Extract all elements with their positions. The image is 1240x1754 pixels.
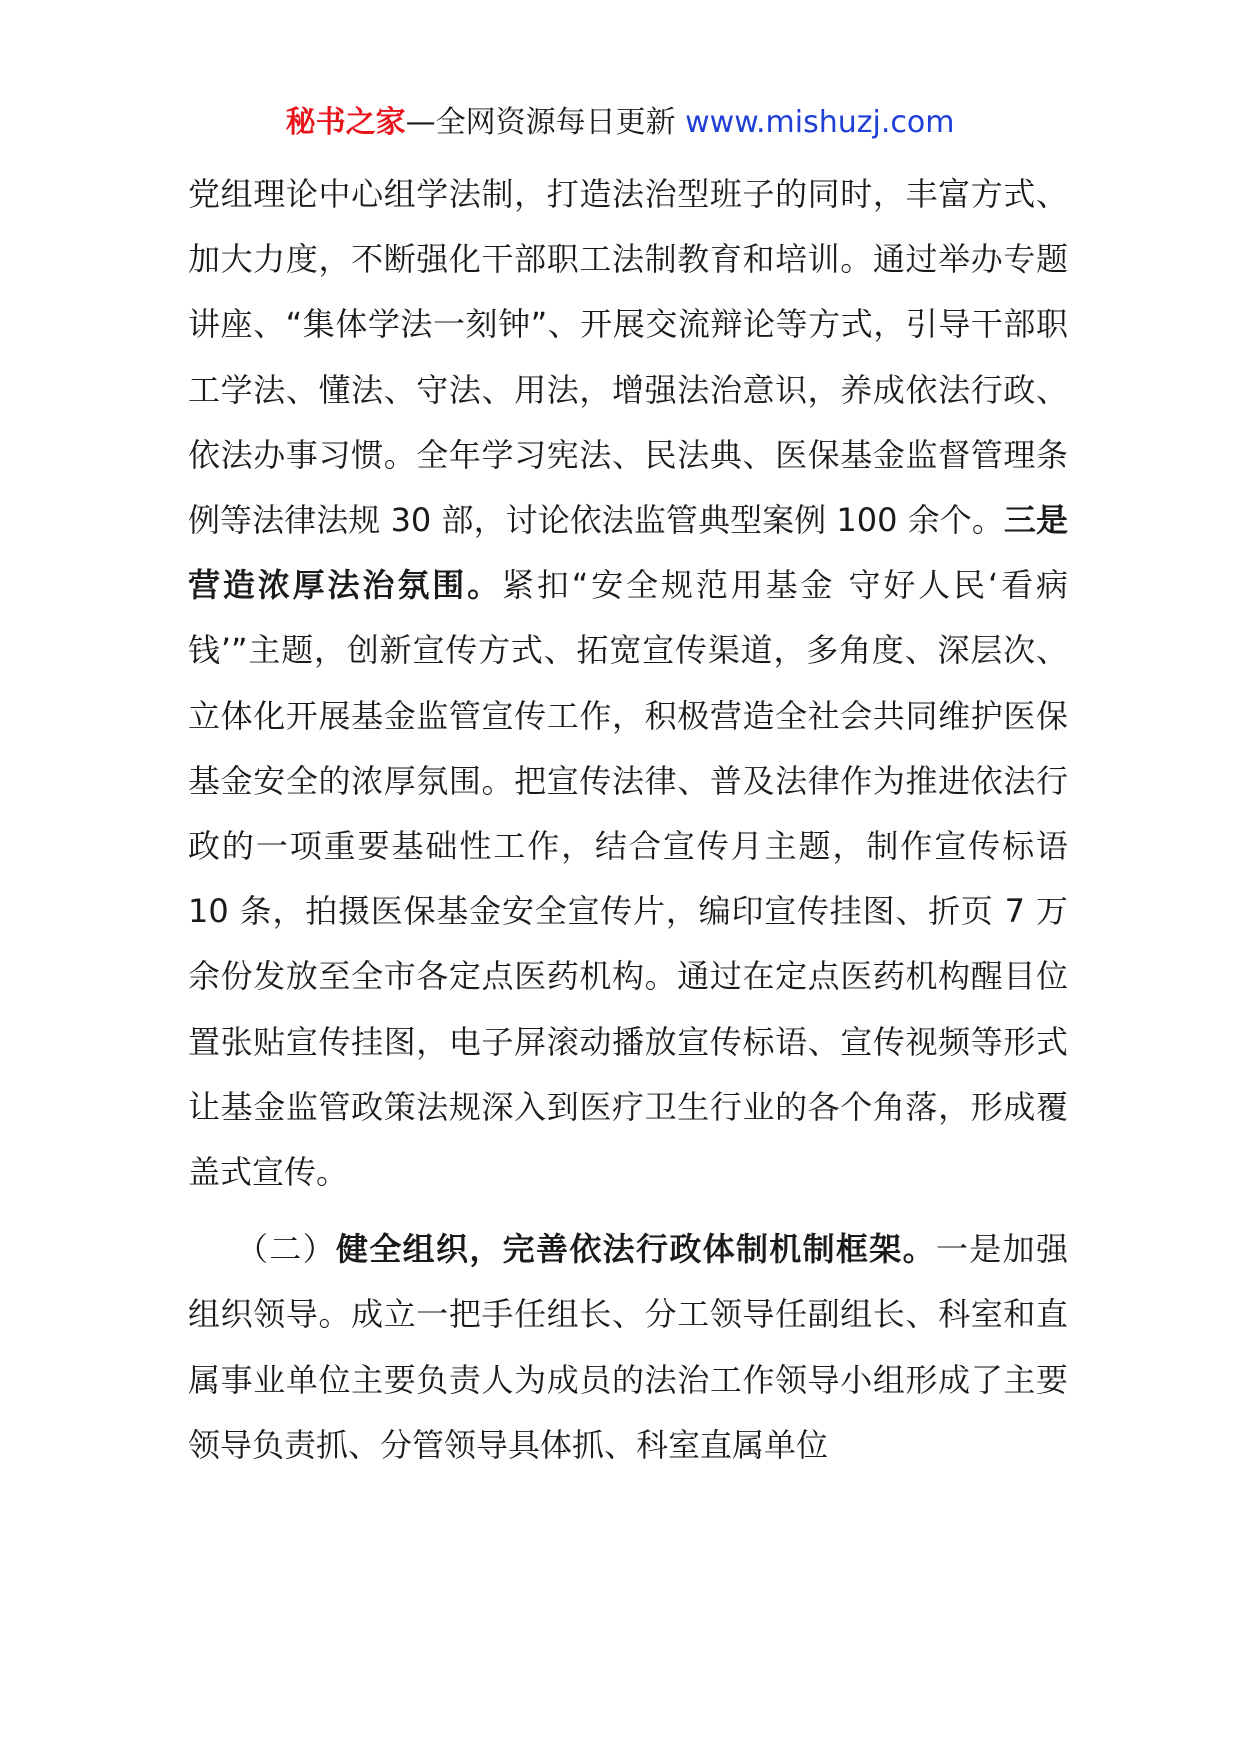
paragraph-1-bold-heading: 三是营造浓厚法治氛围。: [188, 501, 1068, 605]
paragraph-2-bold-heading: 健全组织，完善依法行政体制机制框架。: [336, 1230, 936, 1269]
site-tagline: —全网资源每日更新: [405, 105, 686, 140]
paragraph-2: [188, 1217, 1068, 1478]
document-body: [188, 162, 1068, 1478]
paragraph-1-text-b: 紧扣“安全规范用基金 守好人民‘看病钱’”主题，创新宣传方式、拓宽宣传渠道，多角度、深层次、立体化开展基金监管宣传工作，积极营造全社会共同维护医保基金安全的浓厚氛围。把宣传法律、普及法律作为推进依法行政的一项重要基础性工作，结合宣传月主题，制作宣传标语 10 条，拍摄医保基金安全宣传片，编印宣传挂图、折页 7 万余份发放至全市各定点医药机构。通过在定点医药机构醒目位置张贴宣传挂图，电子屏滚动播放宣传标语、宣传视频等形式让基金监管政策法规深入到医疗卫生行业的各个角落，形成覆盖式宣传。: [188, 566, 1068, 1192]
site-url[interactable]: www.mishuzj.com: [685, 105, 955, 140]
page-header: [0, 100, 1240, 146]
paragraph-2-prefix: （二）: [236, 1230, 336, 1269]
site-brand: 秘书之家: [285, 105, 406, 140]
paragraph-1-text-a: 党组理论中心组学法制，打造法治型班子的同时，丰富方式、加大力度，不断强化干部职工法制教育和培训。通过举办专题讲座、“集体学法一刻钟”、开展交流辩论等方式，引导干部职工学法、懂法、守法、用法，增强法治意识，养成依法行政、依法办事习惯。全年学习宪法、民法典、医保基金监督管理条例等法律法规 30 部，讨论依法监管典型案例 100 余个。: [188, 175, 1068, 540]
paragraph-2-text-a: 一是加强组织领导。成立一把手任组长、分工领导任副组长、科室和直属事业单位主要负责人为成员的法治工作领导小组形成了主要领导负责抓、分管领导具体抓、科室直属单位: [188, 1230, 1068, 1464]
paragraph-1: [188, 162, 1068, 1205]
